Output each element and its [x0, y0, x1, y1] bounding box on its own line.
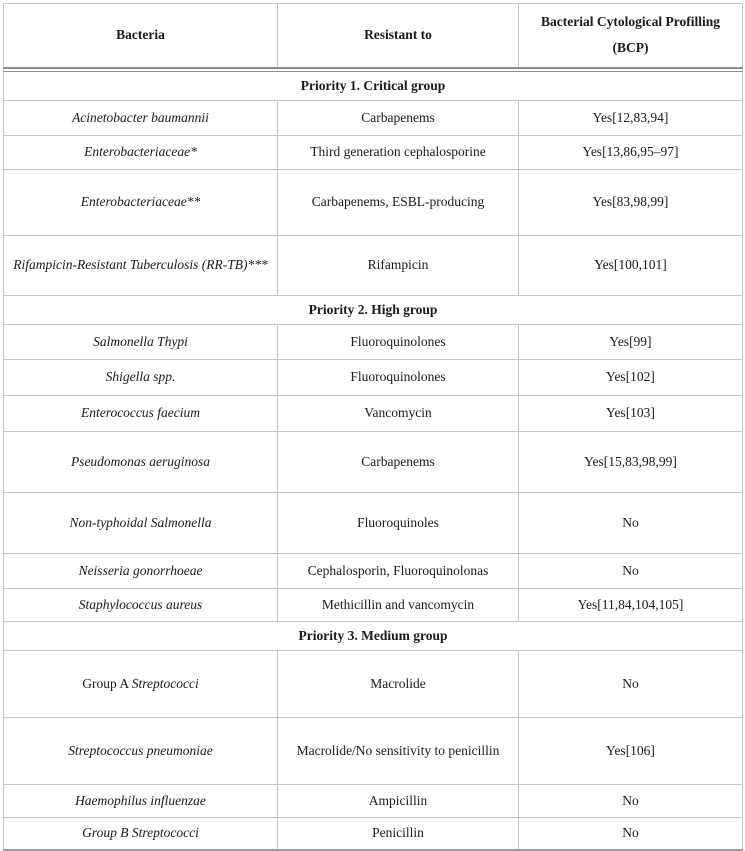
- bacteria-cell: [4, 493, 278, 554]
- table-row: [4, 554, 743, 589]
- bacteria-cell: [4, 785, 278, 818]
- section-title: Priority 2. High group: [4, 296, 743, 325]
- table-row: [4, 396, 743, 432]
- bcp-cell: Yes[103]: [519, 396, 743, 432]
- col-header-bcp-line2: (BCP): [612, 40, 649, 55]
- bacteria-name-italic: Staphylococcus aureus: [78, 596, 203, 612]
- bcp-cell: Yes[102]: [519, 360, 743, 396]
- section-row-priority-3: [4, 622, 743, 651]
- bacteria-cell: [4, 396, 278, 432]
- table-row: [4, 360, 743, 396]
- resistant-cell: Third generation cephalosporine: [278, 136, 519, 170]
- bcp-cell: No: [519, 651, 743, 718]
- resistant-cell: Cephalosporin, Fluoroquinolonas: [278, 554, 519, 589]
- bacteria-name-italic: Haemophilus influenzae: [75, 792, 206, 808]
- bacteria-name-italic: Enterococcus faecium: [80, 405, 201, 421]
- table-row: [4, 236, 743, 296]
- bacteria-cell: [4, 432, 278, 493]
- resistant-cell: Carbapenems: [278, 101, 519, 136]
- bacteria-name-italic: Enterobacteriaceae**: [80, 194, 201, 210]
- section-row-priority-2: [4, 296, 743, 325]
- bcp-cell: No: [519, 818, 743, 851]
- table-header-row: [4, 4, 743, 69]
- bcp-cell: Yes[83,98,99]: [519, 170, 743, 236]
- table-row: [4, 785, 743, 818]
- bacteria-name-italic: Non-typhoidal Salmonella: [69, 514, 212, 530]
- bcp-cell: Yes[100,101]: [519, 236, 743, 296]
- bacteria-name-plain: Group A: [82, 675, 132, 691]
- bcp-cell: Yes[99]: [519, 325, 743, 360]
- bacteria-cell: [4, 651, 278, 718]
- col-header-resistant-to: Resistant to: [278, 4, 519, 69]
- table-row: [4, 170, 743, 236]
- bacteria-name-italic: Group B Streptococci: [82, 825, 199, 841]
- bacteria-cell: [4, 236, 278, 296]
- col-header-bcp: [519, 4, 743, 69]
- table-row: [4, 718, 743, 785]
- resistant-cell: Fluoroquinolones: [278, 325, 519, 360]
- bacteria-name-italic: Streptococcus pneumoniae: [68, 742, 213, 758]
- section-title: Priority 3. Medium group: [4, 622, 743, 651]
- table-row: [4, 101, 743, 136]
- bcp-cell: No: [519, 554, 743, 589]
- amr-bcp-table: [3, 3, 743, 851]
- bacteria-name-italic: Streptococci: [131, 675, 199, 691]
- bacteria-cell: [4, 554, 278, 589]
- table-row: [4, 818, 743, 851]
- resistant-cell: Fluoroquinoles: [278, 493, 519, 554]
- col-header-bcp-line1: Bacterial Cytological Profilling: [541, 14, 720, 30]
- bacteria-name-italic: Salmonella Thypi: [93, 333, 188, 349]
- bcp-cell: No: [519, 493, 743, 554]
- bacteria-cell: [4, 136, 278, 170]
- bacteria-cell: [4, 325, 278, 360]
- resistant-cell: Rifampicin: [278, 236, 519, 296]
- bacteria-name-italic: Neisseria gonorrhoeae: [78, 562, 203, 578]
- resistant-cell: Penicillin: [278, 818, 519, 851]
- bacteria-cell: [4, 360, 278, 396]
- table-row: [4, 493, 743, 554]
- resistant-cell: Ampicillin: [278, 785, 519, 818]
- bacteria-cell: [4, 101, 278, 136]
- table-row: [4, 432, 743, 493]
- resistant-cell: Carbapenems: [278, 432, 519, 493]
- table-row: [4, 589, 743, 622]
- section-row-priority-1: [4, 72, 743, 101]
- table-row: [4, 136, 743, 170]
- resistant-cell: Macrolide/No sensitivity to penicillin: [278, 718, 519, 785]
- resistant-cell: Vancomycin: [278, 396, 519, 432]
- resistant-cell: Carbapenems, ESBL-producing: [278, 170, 519, 236]
- bacteria-cell: [4, 718, 278, 785]
- col-header-bacteria: Bacteria: [4, 4, 278, 69]
- bcp-cell: Yes[12,83,94]: [519, 101, 743, 136]
- bacteria-name-italic: Rifampicin-Resistant Tuberculosis (RR-TB)***: [13, 257, 268, 273]
- bacteria-name-italic: Pseudomonas aeruginosa: [70, 453, 211, 469]
- bacteria-cell: [4, 818, 278, 851]
- resistant-cell: Macrolide: [278, 651, 519, 718]
- bcp-cell: No: [519, 785, 743, 818]
- bcp-cell: Yes[13,86,95–97]: [519, 136, 743, 170]
- bcp-cell: Yes[11,84,104,105]: [519, 589, 743, 622]
- bacteria-name-italic: Acinetobacter baumannii: [72, 109, 209, 125]
- table-row: [4, 325, 743, 360]
- bacteria-name-italic: Shigella spp.: [105, 369, 176, 385]
- resistant-cell: Methicillin and vancomycin: [278, 589, 519, 622]
- resistant-cell: Fluoroquinolones: [278, 360, 519, 396]
- section-title: Priority 1. Critical group: [4, 72, 743, 101]
- bcp-cell: Yes[106]: [519, 718, 743, 785]
- bcp-cell: Yes[15,83,98,99]: [519, 432, 743, 493]
- table-row: [4, 651, 743, 718]
- bacteria-cell: [4, 170, 278, 236]
- bacteria-name-italic: Enterobacteriaceae*: [84, 144, 197, 160]
- bacteria-cell: [4, 589, 278, 622]
